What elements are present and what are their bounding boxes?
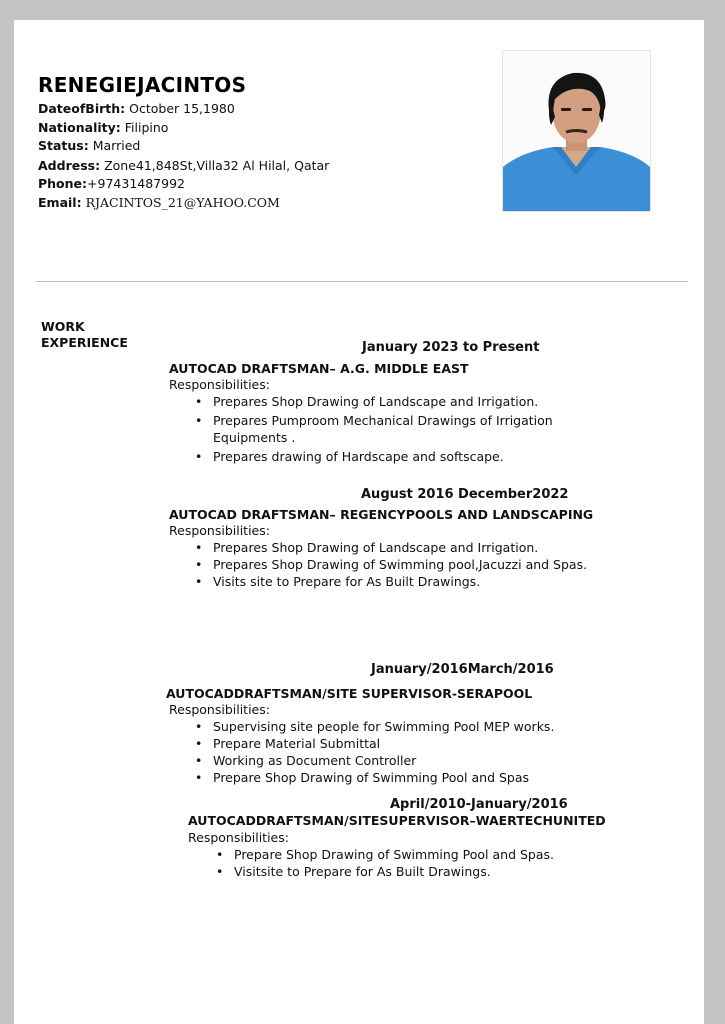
job-date: August 2016 December2022 (361, 487, 569, 502)
nationality-label: Nationality: (38, 120, 121, 135)
address-label: Address: (38, 158, 101, 173)
status-row (38, 137, 140, 155)
address-row (38, 157, 329, 175)
job-date: January/2016March/2016 (371, 662, 554, 677)
section-title-line2: EXPERIENCE (41, 335, 128, 350)
list-item: • Prepare Material Submittal (189, 735, 609, 752)
responsibility-list (210, 846, 630, 880)
resume-page (14, 20, 704, 1024)
responsibility-list (189, 718, 609, 786)
responsibilities-label: Responsibilities: (169, 702, 270, 717)
responsibility-list (189, 539, 589, 590)
phone-row (38, 175, 185, 193)
email-row (38, 194, 280, 212)
job-date: April/2010-January/2016 (390, 797, 568, 812)
job-title: AUTOCADDRAFTSMAN/SITESUPERVISOR–WAERTECHUNITED (188, 813, 606, 828)
dob-value: October 15,1980 (129, 101, 235, 116)
date-of-birth-row (38, 100, 235, 118)
profile-photo (502, 50, 651, 212)
list-item: • Visitsite to Prepare for As Built Drawings. (210, 863, 630, 880)
list-item: • Prepare Shop Drawing of Swimming Pool and Spas (189, 769, 609, 786)
phone-label: Phone: (38, 176, 88, 191)
list-item: • Prepare Shop Drawing of Swimming Pool and Spas. (210, 846, 630, 863)
address-value: Zone41,848St,Villa32 Al Hilal, Qatar (104, 158, 330, 173)
job-date: January 2023 to Present (362, 340, 540, 355)
list-item: • Prepares Shop Drawing of Landscape and Irrigation. (189, 393, 589, 410)
nationality-value: Filipino (124, 120, 169, 135)
email-value: RJACINTOS_21@YAHOO.COM (85, 195, 280, 210)
responsibilities-label: Responsibilities: (188, 830, 289, 845)
list-item: • Supervising site people for Swimming Pool MEP works. (189, 718, 609, 735)
section-title-line1: WORK (41, 319, 85, 334)
list-item: • Prepares Pumproom Mechanical Drawings of Irrigation Equipments . (189, 412, 589, 446)
job-title: AUTOCADDRAFTSMAN/SITE SUPERVISOR-SERAPOOL (166, 686, 533, 701)
list-item: • Prepares drawing of Hardscape and softscape. (189, 448, 589, 465)
email-label: Email: (38, 195, 82, 210)
list-item: • Prepares Shop Drawing of Landscape and Irrigation. (189, 539, 589, 556)
list-item: • Visits site to Prepare for As Built Drawings. (189, 573, 589, 590)
responsibility-list (189, 393, 589, 465)
status-label: Status: (38, 138, 89, 153)
applicant-name: RENEGIEJACINTOS (38, 73, 247, 97)
list-item: • Working as Document Controller (189, 752, 609, 769)
status-value: Married (92, 138, 141, 153)
profile-photo-image (503, 51, 650, 211)
job-title: AUTOCAD DRAFTSMAN– REGENCYPOOLS AND LANDSCAPING (169, 507, 594, 522)
nationality-row (38, 119, 168, 137)
job-title: AUTOCAD DRAFTSMAN– A.G. MIDDLE EAST (169, 361, 469, 376)
work-experience-heading (41, 319, 151, 351)
dob-label: DateofBirth: (38, 101, 126, 116)
responsibilities-label: Responsibilities: (169, 377, 270, 392)
list-item: • Prepares Shop Drawing of Swimming pool,Jacuzzi and Spas. (189, 556, 589, 573)
phone-value: +97431487992 (87, 176, 185, 191)
responsibilities-label: Responsibilities: (169, 523, 270, 538)
header-divider (36, 281, 688, 282)
